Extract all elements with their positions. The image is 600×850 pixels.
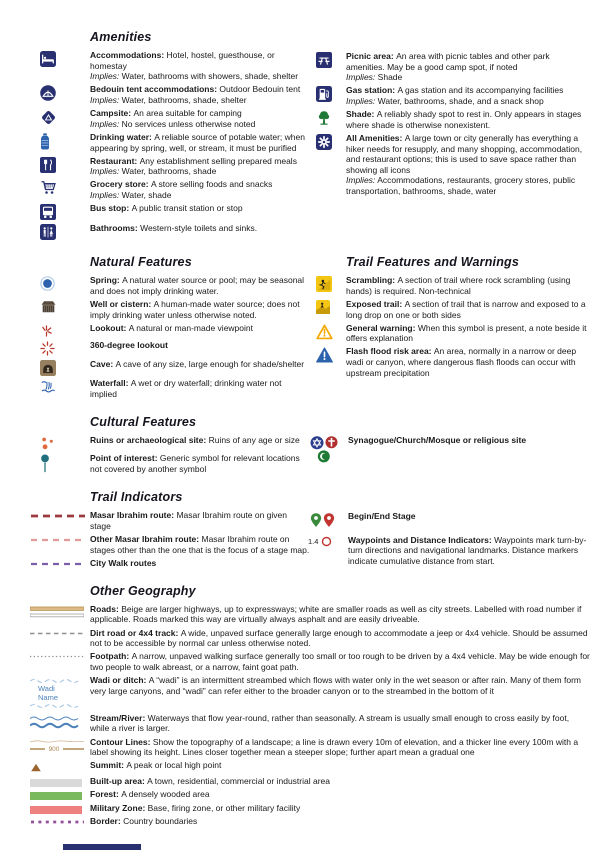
legend-item	[38, 435, 310, 451]
item-term: City Walk routes	[90, 557, 157, 568]
natural-and-warnings-section	[38, 255, 590, 402]
item-term: Bus stop	[90, 203, 127, 214]
natural-features-title: Natural Features	[90, 255, 192, 270]
item-separator: :	[196, 533, 202, 544]
item-description: Ruins of any age or size	[208, 434, 300, 445]
item-term: Drinking water	[90, 131, 150, 142]
legend-item	[38, 84, 310, 105]
item-term: Lookout	[90, 322, 124, 333]
lookout-360-icon	[38, 340, 90, 356]
item-term: Synagogue/Church/Mosque or religious site	[348, 434, 527, 445]
legend-item	[38, 776, 590, 787]
item-description: A wet or dry waterfall; drinking water not implied	[90, 378, 282, 399]
stream-icon	[28, 713, 90, 730]
implies-line	[346, 96, 590, 107]
poi-icon	[38, 453, 90, 473]
legend-item	[38, 558, 310, 569]
item-term: Contour Lines	[90, 736, 148, 747]
legend-item	[38, 651, 590, 672]
legend-item	[314, 299, 590, 320]
item-description: A natural or man-made viewpoint	[128, 322, 253, 333]
item-separator: :	[175, 627, 181, 638]
legend-item	[38, 816, 590, 827]
item-separator: :	[488, 534, 495, 545]
implies-label: Implies:	[346, 96, 376, 106]
cultural-features-list	[38, 435, 310, 475]
legend-item	[314, 435, 590, 464]
item-separator: :	[399, 298, 405, 309]
legend-item	[38, 156, 310, 177]
religious-site-list	[314, 435, 590, 464]
item-description: A large town or city generally has everything a hiker needs for resupply, and many shopping, accommodation, and restaurant options; this is used to save space rather than showing all icons	[346, 132, 583, 175]
item-description: Any establishment selling prepared meals	[139, 155, 297, 166]
item-description: Show the topography of a landscape; a line is drawn every 10m of elevation, and a thicker line every 100m with a label showing its height. Lines closer together mean a steeper slope; further apart mean a gradual one	[90, 736, 579, 758]
item-separator: :	[143, 675, 149, 685]
item-description: Masar Ibrahim route on given stage	[90, 510, 288, 531]
item-separator: :	[126, 203, 132, 214]
legend-item	[314, 133, 590, 197]
implies-text: Water, bathrooms, shade, and a snack shop	[377, 96, 544, 106]
restaurant-icon	[38, 156, 90, 173]
legend-item	[314, 346, 590, 378]
item-separator: :	[141, 775, 148, 786]
item-separator: :	[134, 155, 140, 166]
ruins-icon	[38, 435, 90, 451]
item-description: A gas station and its accompanying facilities	[397, 85, 564, 96]
dirt-road-icon	[28, 628, 90, 637]
item-term: Grocery store	[90, 179, 146, 190]
bathrooms-icon	[38, 223, 90, 240]
item-description: An area suitable for camping	[133, 108, 242, 119]
item-separator: :	[147, 736, 153, 747]
item-term: Scrambling	[346, 275, 393, 286]
legend-item	[38, 604, 590, 625]
begin-end-pins-icon	[306, 511, 348, 532]
trail-warnings-list	[314, 275, 590, 378]
other-masar-route-icon	[28, 534, 90, 544]
item-term: Forest	[90, 789, 116, 800]
legend-item	[38, 340, 310, 356]
legend-item	[38, 628, 590, 649]
city-walk-icon	[28, 558, 90, 568]
shade-tree-icon	[314, 109, 346, 126]
natural-features-list	[38, 275, 310, 399]
item-term: Flash flood risk area	[346, 346, 429, 357]
stage-markers-list	[308, 511, 590, 566]
item-term: Gas station	[346, 85, 393, 96]
item-description: Country boundaries	[123, 816, 198, 827]
item-description: Generic symbol for relevant locations not covered by another symbol	[90, 453, 300, 474]
item-description: Base, firing zone, or other military facility	[147, 802, 301, 813]
item-description: A reliably shady spot to rest in. Only appears in stages where shade is otherwise nonexistent.	[346, 109, 582, 130]
item-separator: :	[115, 789, 122, 800]
item-description: A section of trail where rock scrambling (using hands) is required. Non-technical	[346, 275, 571, 296]
item-description: When this symbol is present, a note beside it offers explanation	[346, 322, 587, 344]
item-term: Other Masar Ibrahim route	[90, 533, 197, 544]
item-term: Summit	[90, 760, 122, 771]
cave-icon	[38, 359, 90, 376]
item-description: Western-style toilets and sinks.	[140, 222, 258, 233]
legend-item	[38, 675, 590, 710]
legend-item	[38, 323, 310, 338]
implies-label: Implies:	[90, 95, 120, 105]
item-separator: :	[121, 760, 127, 771]
other-geography-list	[38, 604, 590, 827]
trail-indicators-title: Trail Indicators	[90, 490, 183, 505]
legend-item	[38, 50, 310, 82]
item-term: Waterfall	[90, 378, 126, 389]
item-term: Bedouin tent accommodations	[90, 84, 215, 95]
trail-indicators-list	[38, 510, 310, 568]
item-term: General warning	[346, 322, 413, 333]
item-term: Border	[90, 816, 118, 827]
legend-item	[38, 378, 310, 399]
legend-item	[38, 453, 310, 474]
item-term: Spring	[90, 275, 117, 286]
item-term: Footpath	[90, 651, 127, 662]
implies-line	[346, 72, 590, 83]
implies-line	[90, 166, 310, 177]
item-term: Military Zone	[90, 802, 143, 813]
legend-item	[314, 85, 590, 106]
lookout-icon	[38, 323, 90, 338]
general-warning-icon	[314, 323, 346, 340]
campsite-icon	[38, 108, 90, 126]
item-term: Bathrooms	[90, 222, 135, 233]
item-separator: :	[392, 275, 398, 286]
item-term: Shade	[346, 109, 372, 120]
footpath-icon	[28, 651, 90, 660]
item-description: A human-made water source; does not imply drinking water unless otherwise noted.	[90, 298, 300, 320]
item-separator: :	[392, 85, 398, 96]
next-page-edge	[63, 844, 141, 850]
legend-item	[38, 713, 590, 734]
item-separator: :	[154, 453, 160, 464]
implies-label: Implies:	[90, 71, 120, 82]
waypoint-icon: 1.4	[306, 535, 348, 547]
legend-item	[38, 132, 310, 153]
legend-item	[38, 534, 310, 555]
religious-trio-icon	[308, 435, 348, 464]
item-separator: :	[399, 132, 405, 143]
trail-indicators-section	[38, 490, 590, 571]
implies-text: Water, bathrooms, shade	[121, 166, 217, 177]
amenities-right-list	[314, 51, 590, 197]
item-term: Cave	[90, 358, 111, 369]
item-separator: :	[116, 275, 123, 286]
item-separator: :	[128, 108, 134, 119]
item-term: All Amenities	[346, 132, 400, 143]
item-separator: :	[149, 131, 155, 142]
legend-item	[38, 275, 310, 296]
implies-text: Accommodations, restaurants, grocery stores, public transportation, bathrooms, shade, water	[346, 175, 576, 196]
item-term: Restaurant	[90, 155, 135, 166]
item-description: A narrow, unpaved walking surface generally too small or too rough to be driven by a 4x4 vehicle. May be wide enough for two people to walk abreast, or a narrow, faint goat path.	[90, 651, 590, 672]
item-description: A reliable source of potable water; when appearing by spring, well, or stream, it must be purified	[90, 131, 305, 153]
item-separator: :	[115, 603, 122, 614]
legend-item	[38, 803, 590, 814]
other-geography-title: Other Geography	[90, 583, 196, 598]
legend-item	[38, 789, 590, 800]
implies-label: Implies:	[346, 72, 376, 83]
item-description: A cave of any size, large enough for shade/shelter	[115, 358, 305, 369]
item-description: Hotel, hostel, guesthouse, or homestay	[90, 50, 275, 71]
legend-item	[314, 275, 590, 296]
implies-text: Shade	[377, 72, 403, 83]
drinking-water-icon	[38, 132, 90, 150]
item-term: Ruins or archaeological site	[90, 434, 204, 445]
bus-stop-icon	[38, 203, 90, 220]
legend-item	[38, 223, 310, 240]
item-separator: :	[171, 510, 177, 521]
scrambling-icon	[314, 275, 346, 292]
item-description: A town, residential, commercial or industrial area	[147, 775, 330, 786]
item-separator: :	[142, 712, 148, 723]
legend-item	[38, 359, 310, 376]
item-description: A wide, unpaved surface generally large enough to accommodate a jeep or 4x4 vehicle. Should be assumed not to be accessible by normal car unless otherwise noted.	[90, 627, 588, 649]
implies-text: Water, bathrooms, shade, shelter	[121, 95, 247, 105]
legend-item	[314, 109, 590, 130]
bedouin-tent-icon	[38, 84, 90, 101]
border-icon	[28, 816, 90, 826]
legend-item	[38, 203, 310, 220]
forest-icon	[28, 789, 90, 800]
item-description: A section of trail that is narrow and exposed to a long drop on one or both sides	[346, 298, 586, 320]
implies-line	[90, 190, 310, 201]
legend-item	[38, 299, 310, 320]
implies-line	[90, 95, 310, 106]
item-separator: :	[110, 358, 116, 369]
item-term: Begin/End Stage	[348, 511, 416, 522]
item-term: Exposed trail	[346, 298, 400, 309]
military-icon	[28, 803, 90, 814]
implies-text: Water, shade	[121, 190, 172, 200]
item-term: Stream/River	[90, 712, 143, 723]
amenities-section	[38, 30, 590, 242]
exposed-trail-icon	[314, 299, 346, 314]
item-description: A public transit station or stop	[131, 203, 243, 214]
item-term: Picnic area	[346, 51, 391, 61]
legend-item	[38, 737, 590, 758]
gas-station-icon	[314, 85, 346, 102]
item-term: Well or cistern	[90, 298, 149, 309]
implies-line	[90, 71, 310, 82]
amenities-title: Amenities	[90, 30, 152, 44]
implies-text: Water, bathrooms with showers, shade, shelter	[121, 71, 299, 82]
item-separator: :	[428, 346, 434, 357]
item-separator: :	[145, 179, 151, 190]
item-term: Accommodations	[90, 50, 162, 60]
implies-line	[346, 175, 590, 196]
legend-item	[38, 510, 310, 531]
item-term: Built-up area	[90, 775, 142, 786]
roads-icon	[28, 604, 90, 619]
item-separator: :	[412, 322, 418, 333]
waterfall-icon	[38, 378, 90, 394]
built-up-icon	[28, 776, 90, 787]
legend-item	[38, 760, 590, 773]
item-description: A “wadi” is an intermittent streambed which flows with water only in the wet season or after rain. Many of them form very large canyons, and “wadi” can refer either to the broader canyon or to the streambed in the bottom of it	[90, 675, 581, 696]
implies-label: Implies:	[346, 175, 376, 186]
legend-item	[314, 511, 590, 532]
legend-item	[308, 534, 590, 567]
grocery-cart-icon	[38, 179, 90, 195]
implies-label: Implies:	[90, 118, 120, 129]
item-separator: :	[134, 222, 141, 233]
item-term: Masar Ibrahim route	[90, 510, 172, 521]
implies-label: Implies:	[90, 190, 120, 200]
item-term: Campsite	[90, 108, 129, 119]
accommodations-icon	[38, 50, 90, 67]
item-separator: :	[126, 651, 132, 662]
wadi-icon: Wadi Name	[28, 675, 90, 710]
item-description: An area, normally in a narrow or deep wadi or canyon, where dangerous flash floods can occur with upstream precipitation	[346, 346, 577, 378]
masar-route-icon	[28, 510, 90, 520]
svg-text:900: 900	[48, 745, 60, 753]
other-geography-section	[38, 584, 590, 827]
item-description: A natural water source or pool; may be seasonal and does not imply drinking water.	[90, 275, 305, 296]
trail-warnings-title: Trail Features and Warnings	[346, 255, 520, 270]
spring-icon	[38, 275, 90, 291]
item-term: Dirt road or 4x4 track	[90, 627, 176, 638]
item-separator: :	[161, 50, 167, 60]
item-term: 360-degree lookout	[90, 340, 168, 351]
item-description: A peak or local high point	[126, 760, 222, 771]
legend-item	[38, 108, 310, 129]
implies-label: Implies:	[90, 166, 120, 177]
item-separator: :	[125, 378, 131, 389]
item-term: Roads	[90, 603, 116, 614]
item-separator: :	[117, 816, 124, 827]
item-term: Waypoints and Distance Indicators	[348, 534, 489, 545]
contour-icon	[28, 737, 90, 753]
picnic-area-icon	[314, 51, 346, 68]
item-separator: :	[142, 802, 148, 813]
item-separator: :	[148, 298, 154, 309]
legend-item	[314, 51, 590, 83]
legend-item	[314, 323, 590, 344]
item-separator: :	[371, 109, 377, 120]
implies-line	[90, 119, 310, 130]
item-description: Beige are larger highways, up to expressways; white are smaller roads as well as city streets. Labelled with road number if applicable. Roads marked this way are virtually always asphalt and are easily driveable.	[90, 603, 582, 625]
item-separator: :	[214, 84, 220, 95]
item-description: An area with picnic tables and other park amenities. May be a good camp spot, if noted	[346, 51, 550, 72]
summit-icon	[28, 760, 90, 773]
all-amenities-icon	[314, 133, 346, 150]
item-separator: :	[203, 434, 209, 445]
legend-item	[38, 179, 310, 200]
well-icon	[38, 299, 90, 314]
amenities-left-list	[38, 50, 310, 240]
implies-text: No services unless otherwise noted	[121, 118, 256, 129]
item-separator: :	[123, 322, 129, 333]
item-description: Masar Ibrahim route on stages other than the one that is the focus of a stage map.	[90, 533, 310, 555]
cultural-features-title: Cultural Features	[90, 414, 197, 429]
flash-flood-icon	[314, 346, 346, 363]
item-description: Waypoints mark turn-by-turn directions and navigational landmarks. Distance markers indicate cumulative distance from start.	[348, 534, 587, 566]
item-description: A densely wooded area	[121, 789, 210, 800]
item-description: A store selling foods and snacks	[150, 179, 273, 190]
item-description: Waterways that flow year-round, rather than seasonally. A stream is usually small enough to cross easily by foot, while a river is larger.	[90, 712, 570, 734]
item-separator: :	[390, 51, 397, 61]
item-term: Point of interest	[90, 453, 155, 464]
cultural-section	[38, 415, 590, 477]
item-term: Wadi or ditch	[90, 675, 144, 685]
item-description: Outdoor Bedouin tent	[219, 84, 301, 95]
